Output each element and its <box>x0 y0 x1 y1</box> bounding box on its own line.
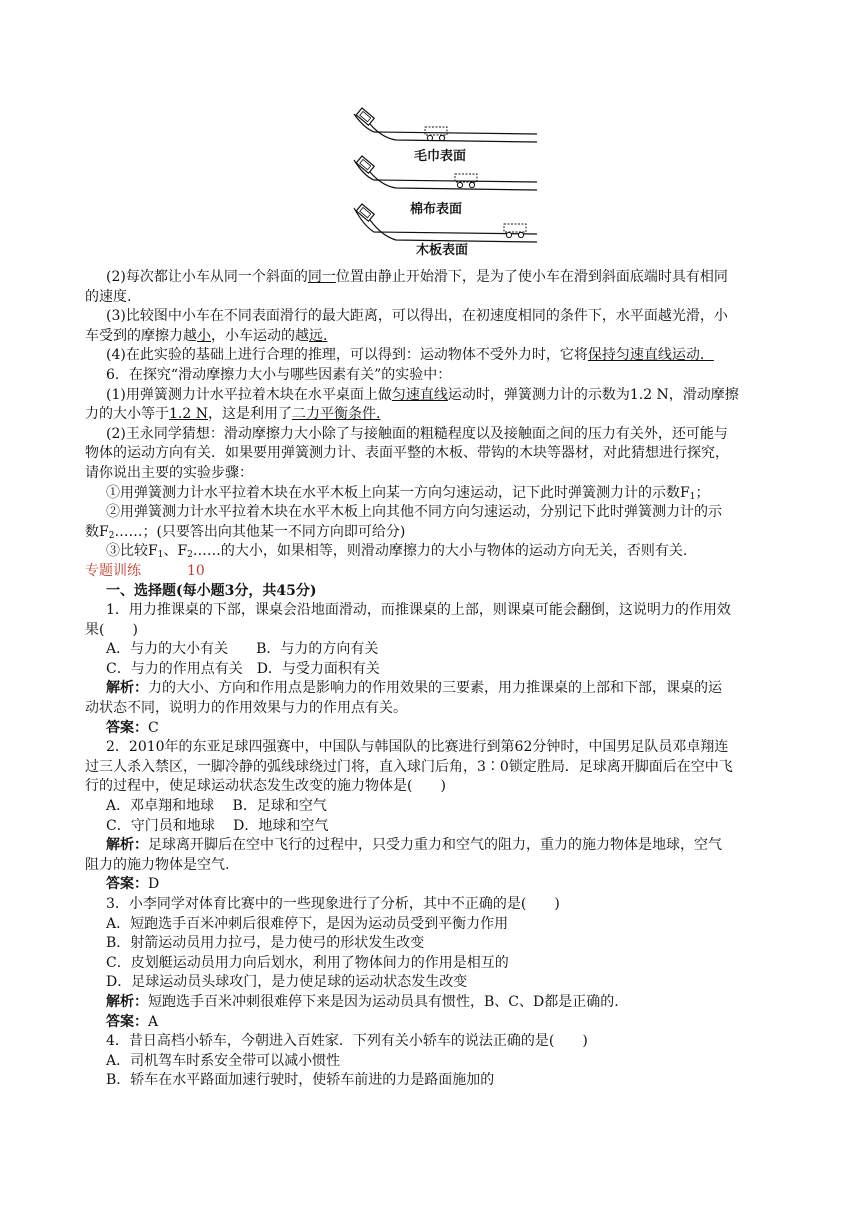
text: ，小车运动的越 <box>211 327 309 344</box>
document-body <box>85 268 789 1091</box>
section-title-text: 专题训练 <box>85 562 141 579</box>
answer-blank: 1.2 N <box>169 406 208 423</box>
q6-step1 <box>85 484 789 504</box>
q2-stem-line3: 行的过程中，使足球运动状态发生改变的施力物体是( ) <box>85 778 446 795</box>
text: (2)每次都让小车从同一个斜面的 <box>106 269 308 285</box>
answer-blank: 保持匀速直线运动． <box>587 347 714 364</box>
answer-label: 答案： <box>106 719 148 736</box>
towel-surface-panel <box>354 108 537 164</box>
text: 力的大小、方向和作用点是影响力的作用效果的三要素，用力推课桌的上部和下部，课桌的运 <box>148 680 722 697</box>
answer-blank: 小 <box>197 327 211 344</box>
text: 足球离开脚后在空中飞行的过程中，只受力重力和空气的阻力，重力的施力物体是地球，空气 <box>148 837 722 854</box>
q1-options-row1: A．与力的大小有关 B．与力的方向有关 <box>106 641 379 658</box>
q6-part1-line2 <box>85 405 789 425</box>
section-number: 10 <box>187 562 205 579</box>
text: ③比较F <box>106 543 158 560</box>
q6-step2-line1: ②用弹簧测力计水平拉着木块在水平木板上向其他不同方向匀速运动，分别记下此时弹簧测力计的示 <box>106 504 722 521</box>
text: 位置由静止开始滑下，是为了使小车在滑到斜面底端时具有相同 <box>335 269 728 285</box>
q5-part2-line2: 的速度. <box>85 288 132 305</box>
wood-surface-label: 木板表面 <box>416 243 469 257</box>
q5-part3-line2 <box>85 327 789 347</box>
subscript: 1 <box>157 550 164 561</box>
q1-stem-line1: 1．用力推课桌的下部，课桌会沿地面滑动，而推课桌的上部，则课桌可能会翻倒，这说明力的作用效 <box>106 602 731 619</box>
text: (1)用弹簧测力计水平拉着木块在水平桌面上做 <box>106 386 392 403</box>
section-title <box>85 562 789 582</box>
text: ①用弹簧测力计水平拉着木块在水平木板上向某一方向匀速运动，记下此时弹簧测力计的示数F <box>106 484 690 501</box>
q4-stem: 4．昔日高档小轿车，今朝进入百姓家．下列有关小轿车的说法正确的是( ) <box>106 1033 588 1050</box>
q1-options-row2: C．与力的作用点有关 D．与受力面积有关 <box>106 660 380 677</box>
towel-surface-label: 毛巾表面 <box>414 149 467 164</box>
text: ； <box>695 484 710 501</box>
q4-option-a: A．司机驾车时系安全带可以减小惯性 <box>106 1052 341 1069</box>
answer-blank: 匀速直线 <box>391 386 448 403</box>
subscript: 2 <box>187 550 193 561</box>
text: ……的大小，如果相等，则滑动摩擦力的大小与物体的运动方向无关，否则有关. <box>192 543 688 560</box>
q6-part1-line1 <box>85 386 789 406</box>
q1-stem-line2: 果( ) <box>85 621 138 638</box>
q6-part2-line2: 物体的运动方向有关．如果要用弹簧测力计、表面平整的木板、带钩的木块等器材，对此猜想进行探究， <box>85 445 729 462</box>
q3-option-c: C．皮划艇运动员用力向后划水，利用了物体间力的作用是相互的 <box>106 954 509 971</box>
text: 力的大小等于 <box>85 406 169 423</box>
q3-option-d: D．足球运动员头球攻门，是力使足球的运动状态发生改变 <box>106 974 468 991</box>
q2-analysis-line1 <box>85 836 789 856</box>
q3-option-b: B．射箭运动员用力拉弓，是力使弓的形状发生改变 <box>106 935 425 952</box>
text: 、F <box>163 543 188 560</box>
analysis-label: 解析： <box>106 680 148 697</box>
q6-step2-line2 <box>85 523 789 543</box>
text: 车受到的摩擦力越 <box>85 327 197 344</box>
q2-analysis-line2: 阻力的施力物体是空气. <box>85 856 230 873</box>
q3-answer <box>85 1013 789 1033</box>
subscript: 2 <box>108 530 115 541</box>
q1-analysis-line1 <box>85 679 789 699</box>
cotton-surface-panel <box>354 156 537 217</box>
q2-answer <box>85 875 789 895</box>
q6-part2-line3: 请你说出主要的实验步骤： <box>85 464 253 481</box>
incline-experiment-figure <box>352 102 537 257</box>
q6-part2-line1: (2)王永同学猜想：滑动摩擦力大小除了与接触面的粗糙程度以及接触面之间的压力有关外，还可能与 <box>106 425 728 442</box>
q2-options-row2: C．守门员和地球 D．地球和空气 <box>106 817 329 834</box>
answer-blank: 同一 <box>307 269 336 285</box>
q2-stem-line1: 2．2010年的东亚足球四强赛中，中国队与韩国队的比赛进行到第62分钟时，中国男足队员邓卓翔连 <box>106 739 729 756</box>
q5-part4-line <box>85 346 789 366</box>
text: (4)在此实验的基础上进行合理的推理，可以得到：运动物体不受外力时，它将 <box>106 347 588 364</box>
q3-stem: 3．小李同学对体育比赛中的一些现象进行了分析，其中不正确的是( ) <box>106 896 560 912</box>
q6-step3 <box>85 542 789 562</box>
answer-value: D <box>148 876 160 893</box>
text: 数F <box>85 523 109 540</box>
q6-title: 6．在探究“滑动摩擦力大小与哪些因素有关”的实验中： <box>106 366 452 383</box>
text: 运动时，弹簧测力计的示数为1.2 N，滑动摩擦 <box>447 386 739 403</box>
section-heading: 一、选择题(每小题3分，共45分) <box>106 582 317 599</box>
text: 短跑选手百米冲刺很难停下来是因为运动员具有惯性，B、C、D都是正确的. <box>148 993 619 1010</box>
q4-option-b: B．轿车在水平路面加速行驶时，使轿车前进的力是路面施加的 <box>106 1072 495 1089</box>
analysis-label: 解析： <box>106 837 148 854</box>
q1-analysis-line2: 动状态不同，说明力的作用效果与力的作用点有关。 <box>85 700 407 717</box>
q1-answer <box>85 719 789 739</box>
answer-value: A <box>148 1013 159 1030</box>
answer-blank: 远. <box>309 327 328 344</box>
q2-stem-line2: 过三人杀入禁区，一脚冷静的弧线球绕过门将，直入球门后角，3∶0锁定胜局．足球离开脚面后在空中飞 <box>85 758 733 775</box>
q2-options-row1: A．邓卓翔和地球 B．足球和空气 <box>106 798 327 815</box>
answer-blank: 二力平衡条件. <box>291 406 381 423</box>
q3-analysis <box>85 993 789 1013</box>
subscript: 1 <box>689 491 696 502</box>
q5-part3-line1: (3)比较图中小车在不同表面滑行的最大距离，可以得出，在初速度相同的条件下，水平面越光滑，小 <box>106 308 728 325</box>
analysis-label: 解析： <box>106 993 148 1010</box>
answer-value: C <box>148 719 159 736</box>
text: ，这是利用了 <box>207 406 292 423</box>
answer-label: 答案： <box>106 1013 148 1030</box>
answer-label: 答案： <box>106 876 148 893</box>
q5-part2-line1 <box>85 268 789 288</box>
text: ……；(只要答出向其他某一不同方向即可给分) <box>114 523 406 540</box>
cotton-surface-label: 棉布表面 <box>410 202 463 217</box>
q3-option-a: A．短跑选手百米冲刺后很难停下，是因为运动员受到平衡力作用 <box>106 915 509 932</box>
